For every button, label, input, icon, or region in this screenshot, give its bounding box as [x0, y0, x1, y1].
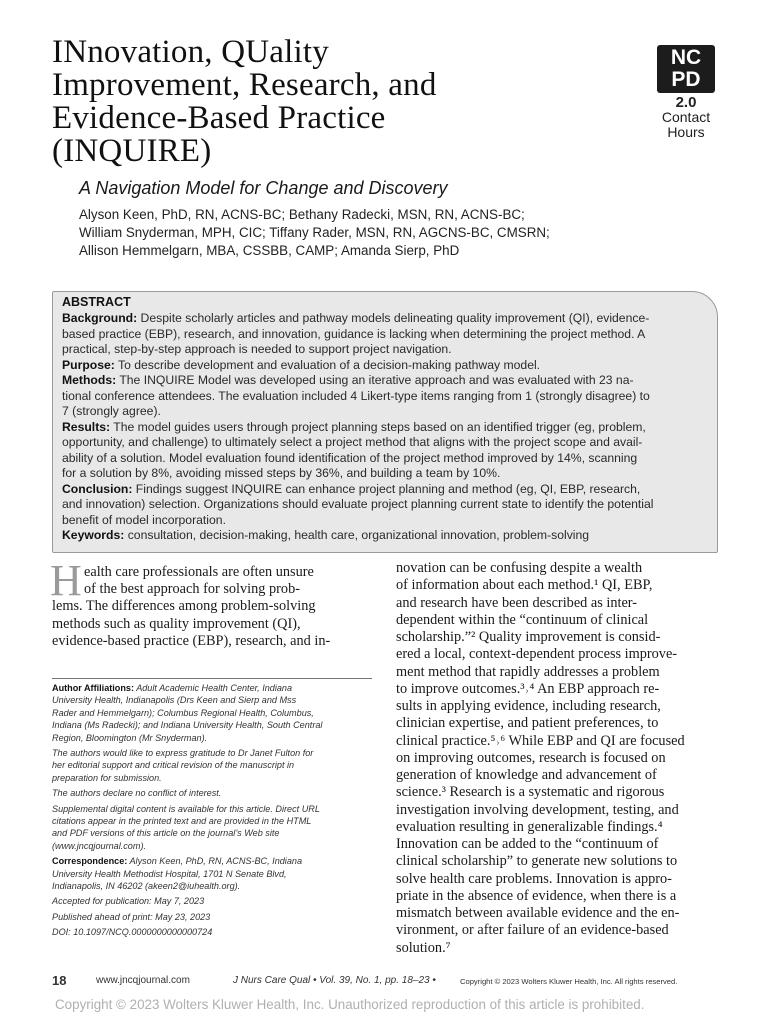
body-line: of the best approach for solving prob- [84, 581, 300, 598]
body-line: sults in applying evidence, including research, [396, 698, 661, 714]
affiliation-line [52, 868, 287, 880]
abstract-line [62, 357, 540, 373]
affiliation-text: Indiana (Ms Radecki); and Indiana University Health, South Central [52, 720, 323, 731]
affiliation-text: Alyson Keen, PhD, RN, ACNS-BC, Indiana [127, 856, 303, 867]
affiliation-label: Author Affiliations: [52, 683, 134, 693]
affiliation-label: Correspondence: [52, 856, 128, 867]
abstract-line [62, 419, 646, 435]
ncpd-logo-line: NC [670, 46, 702, 69]
body-line: ealth care professionals are often unsure [84, 564, 314, 580]
abstract-line [62, 388, 650, 404]
abstract-line-text: based practice (EBP), research, and innovation, guidance is lacking when determining the project method. A [62, 326, 646, 341]
affiliation-text: and PDF versions of this article on the journal’s Web site [52, 828, 280, 839]
copyright-notice: Copyright © 2023 Wolters Kluwer Health, Inc. Unauthorized reproduction of this article is prohibited. [55, 997, 645, 1012]
abstract-heading: ABSTRACT [62, 295, 131, 309]
article-title [52, 36, 612, 168]
affiliation-line [52, 707, 314, 719]
body-line: Innovation can be added to the “continuum of [396, 836, 659, 852]
abstract-line-text: The model guides users through project planning steps based on an identified trigger (eg, problem, [110, 419, 646, 434]
affiliation-line [52, 815, 311, 827]
abstract-line [62, 512, 226, 528]
affiliation-text: her editorial support and critical revision of the manuscript in [52, 760, 295, 771]
contact-hours [649, 95, 723, 140]
body-line: methods such as quality improvement (QI), [52, 615, 301, 632]
footer-copyright: Copyright © 2023 Wolters Kluwer Health, Inc. All rights reserved. [460, 977, 678, 986]
abstract-line-text: ability of a solution. Model evaluation found identification of the project method improved by 14%, scanning [62, 450, 638, 465]
body-line: vironment, or after failure of an evidence-based [396, 922, 669, 939]
contact-hours-value: 2.0 [675, 94, 697, 111]
body-line: to improve outcomes.³˒⁴ An EBP approach re- [396, 680, 660, 697]
affiliation-line [52, 759, 294, 771]
author-list [79, 206, 679, 260]
affiliation-text: The authors would like to express gratitude to Dr Janet Fulton for [52, 748, 314, 758]
abstract-line-text: and innovation) selection. Organizations should evaluate project planning current state to identify the potential [62, 497, 654, 511]
abstract-line-text: consultation, decision-making, health care, organizational innovation, problem-solving [124, 528, 590, 542]
abstract-line [62, 496, 653, 512]
abstract-line [62, 372, 634, 388]
drop-cap: H [50, 556, 82, 605]
abstract-line-text: 7 (strongly agree). [62, 404, 161, 418]
abstract-line [62, 465, 500, 481]
title-line: INnovation, QUality [52, 34, 329, 70]
article-subtitle: A Navigation Model for Change and Discovery [79, 178, 448, 198]
abstract-line-text: tional conference attendees. The evaluation included 4 Likert-type items ranging from 1 (strongly disagree) to [62, 388, 650, 403]
body-line: of information about each method.¹ QI, EBP, [396, 577, 653, 594]
body-line: evaluation resulting in generalizable findings.⁴ [396, 818, 663, 835]
body-line: clinical scholarship” to generate new solutions to [396, 853, 678, 870]
affiliation-text: Published ahead of print: May 23, 2023 [52, 911, 211, 922]
body-line: solve health care problems. Innovation is appro- [396, 870, 672, 887]
body-line: on improving outcomes, research is focused on [396, 749, 666, 766]
abstract-line [62, 527, 589, 543]
abstract-line-text: The INQUIRE Model was developed using an iterative approach and was evaluated with 23 na- [116, 373, 634, 387]
affiliation-line [52, 772, 162, 784]
page-number: 18 [52, 973, 67, 988]
affiliation-text: The authors declare no conflict of interest. [52, 788, 222, 799]
affiliation-line [52, 880, 240, 892]
body-line: clinician expertise, and patient preferences, to [396, 715, 659, 732]
body-line: priate in the absence of evidence, when there is a [396, 887, 677, 904]
affiliation-text: Accepted for publication: May 7, 2023 [52, 896, 205, 907]
affiliation-text: Rader and Hemmelgarn); Columbus Regional Health, Columbus, [52, 707, 314, 718]
abstract-line [62, 341, 452, 357]
affiliation-text: preparation for submission. [52, 772, 162, 783]
affiliation-line [52, 719, 322, 731]
affiliation-text: DOI: 10.1097/NCQ.0000000000000724 [52, 927, 213, 938]
affiliation-line [52, 895, 204, 907]
body-line: lems. The differences among problem-solving [52, 598, 316, 615]
affiliation-text: (www.jncqjournal.com). [52, 840, 146, 851]
body-line: evidence-based practice (EBP), research, and in- [52, 632, 331, 649]
affiliation-text: Region, Bloomington (Mr Snyderman). [52, 732, 208, 743]
abstract-line-text: benefit of model incorporation. [62, 512, 226, 527]
affiliation-line [52, 732, 207, 744]
title-line: Improvement, Research, and [52, 67, 437, 103]
ncpd-logo-line: PD [671, 68, 701, 91]
abstract-line [62, 403, 161, 419]
body-line: science.³ Research is a systematic and rigorous [396, 784, 665, 801]
body-line: dependent within the “continuum of clinical [396, 611, 649, 628]
abstract-line-text: practical, step-by-step approach is needed to support project navigation. [62, 342, 452, 356]
affiliation-line [52, 855, 302, 867]
author-line: Alyson Keen, PhD, RN, ACNS-BC; Bethany Radecki, MSN, RN, ACNS-BC; [79, 207, 525, 222]
abstract-line [62, 450, 637, 466]
journal-website: www.jncqjournal.com [96, 975, 190, 986]
contact-hours-label: Contact [661, 109, 711, 125]
abstract-line [62, 481, 640, 497]
affiliation-text: University Health Methodist Hospital, 1701 N Senate Blvd, [52, 868, 287, 879]
body-line: investigation involving development, testing, and [396, 801, 679, 818]
body-line: scholarship.”² Quality improvement is consid- [396, 629, 661, 645]
body-line: ment method that rapidly addresses a problem [396, 663, 660, 680]
journal-citation: J Nurs Care Qual • Vol. 39, No. 1, pp. 18–23 • [233, 975, 436, 986]
affiliation-line [52, 682, 292, 694]
ncpd-badge [657, 45, 715, 140]
body-line: mismatch between available evidence and the en- [396, 905, 680, 921]
abstract-line [62, 434, 642, 450]
body-line: and research have been described as inter- [396, 594, 638, 611]
affiliation-line [52, 840, 146, 852]
affiliation-text: Indianapolis, IN 46202 (akeen2@iuhealth.org). [52, 881, 241, 891]
abstract-line-text: for a solution by 8%, avoiding missed steps by 36%, and building a team by 10%. [62, 466, 501, 480]
author-line: Allison Hemmelgarn, MBA, CSSBB, CAMP; Amanda Sierp, PhD [79, 243, 460, 258]
abstract-section-label: Results: [62, 419, 111, 434]
abstract-section-label: Methods: [62, 373, 117, 387]
ncpd-logo [657, 45, 715, 93]
abstract-line-text: Findings suggest INQUIRE can enhance project planning and method (eg, QI, EBP, research, [132, 481, 641, 496]
affiliations-divider [52, 678, 372, 679]
abstract-line [62, 326, 645, 342]
abstract-line-text: opportunity, and challenge) to ultimately select a project method that aligns with the project scope and avail- [62, 435, 643, 449]
abstract-section-label: Keywords: [62, 528, 125, 542]
title-line: Evidence-Based Practice [52, 100, 386, 136]
abstract-section-label: Purpose: [62, 357, 115, 372]
affiliation-line [52, 787, 221, 799]
abstract-section-label: Background: [62, 311, 138, 325]
affiliation-line [52, 803, 320, 815]
affiliation-text: University Health, Indianapolis (Drs Keen and Sierp and Mss [52, 695, 297, 706]
title-line: (INQUIRE) [52, 133, 212, 169]
author-line: William Snyderman, MPH, CIC; Tiffany Rader, MSN, RN, AGCNS-BC, CMSRN; [79, 225, 550, 240]
affiliation-line [52, 926, 212, 938]
abstract-line-text: To describe development and evaluation of a decision-making pathway model. [114, 357, 541, 372]
abstract-line [62, 310, 649, 326]
body-line: solution.⁷ [396, 939, 451, 956]
affiliation-line [52, 911, 210, 923]
abstract-line-text: Despite scholarly articles and pathway models delineating quality improvement (QI), evidence- [137, 311, 650, 325]
affiliation-line [52, 694, 296, 706]
affiliation-text: citations appear in the printed text and are provided in the HTML [52, 816, 312, 826]
affiliation-text: Supplemental digital content is available for this article. Direct URL [52, 803, 320, 814]
affiliation-line [52, 827, 279, 839]
body-line: generation of knowledge and advancement of [396, 767, 657, 783]
affiliation-text: Adult Academic Health Center, Indiana [134, 683, 293, 693]
contact-hours-label: Hours [667, 124, 705, 140]
body-line: clinical practice.⁵˒⁶ While EBP and QI are focused [396, 732, 685, 749]
body-line: novation can be confusing despite a wealth [396, 560, 643, 576]
body-line: ered a local, context-dependent process improve- [396, 646, 678, 663]
affiliation-line [52, 747, 313, 759]
abstract-section-label: Conclusion: [62, 481, 133, 496]
